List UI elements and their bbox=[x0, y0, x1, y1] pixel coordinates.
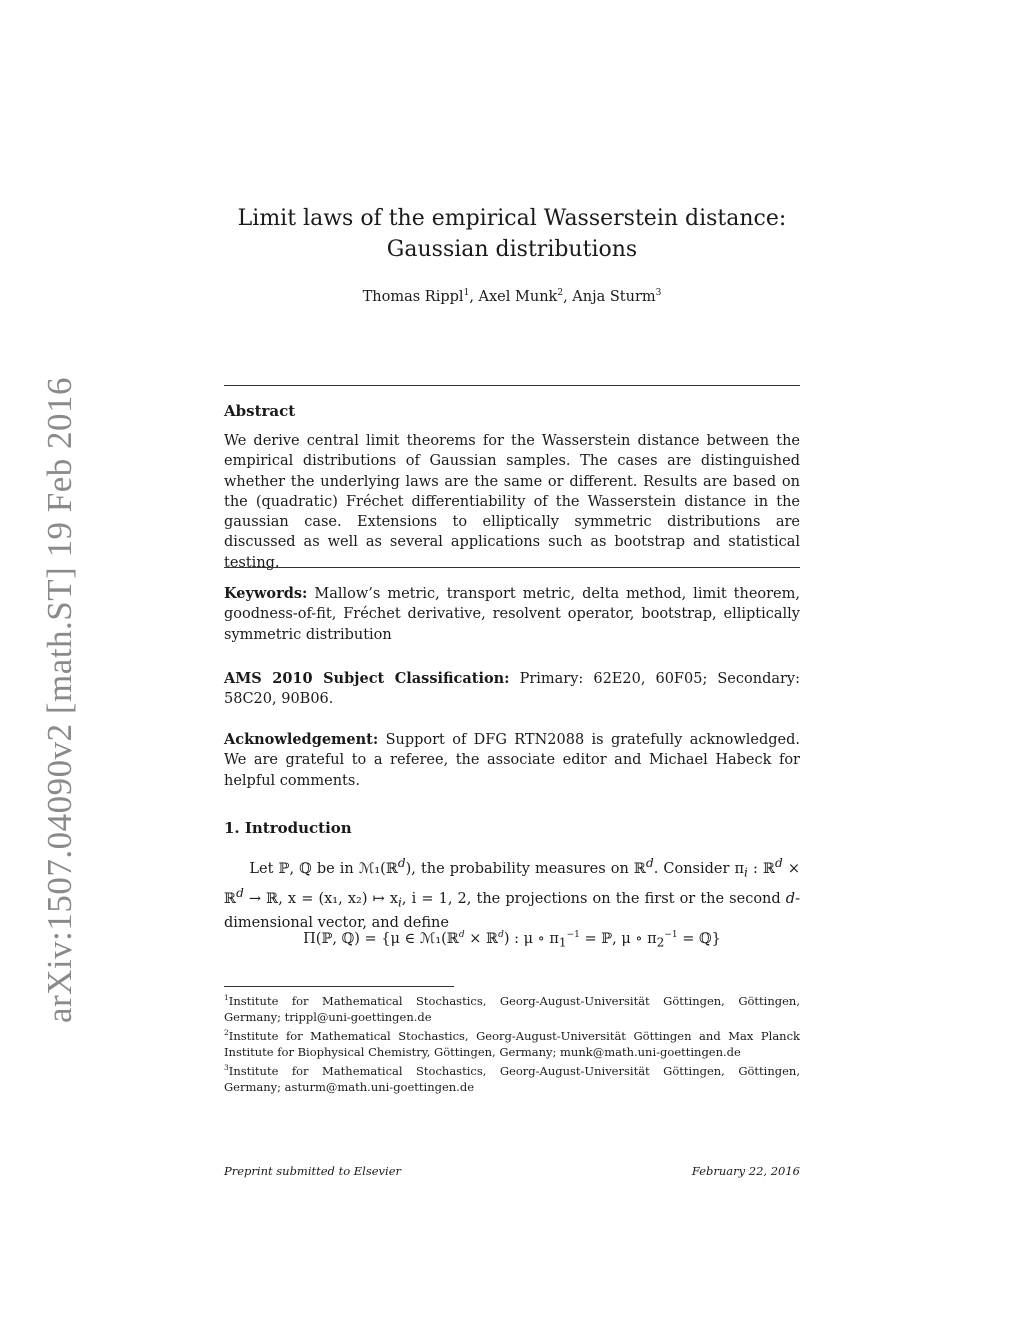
footnote-mark: 1 bbox=[224, 993, 229, 1002]
keywords-label: Keywords: bbox=[224, 585, 308, 602]
footer-preprint-note: Preprint submitted to Elsevier bbox=[224, 1164, 402, 1178]
equation-part: × ℝ bbox=[464, 930, 499, 947]
author-name: Thomas Rippl bbox=[362, 288, 464, 305]
intro-superscript: d bbox=[397, 856, 406, 870]
intro-text: -dimensional vector, and define bbox=[224, 890, 800, 932]
abstract-bottom-rule bbox=[224, 567, 800, 568]
equation-superscript: −1 bbox=[664, 930, 678, 940]
intro-text: ), the probability measures on ℝ bbox=[405, 860, 646, 877]
acknowledgement-text: Support of DFG RTN2088 is gratefully acknowledged. We are grateful to a referee, the associate editor and Michael Habeck for helpful comments. bbox=[224, 732, 800, 789]
footnote bbox=[224, 990, 800, 1025]
section-heading-introduction: 1. Introduction bbox=[224, 819, 352, 837]
footnote-mark: 3 bbox=[224, 1063, 229, 1073]
acknowledgement-label: Acknowledgement: bbox=[224, 731, 379, 748]
intro-text: : ℝ bbox=[747, 860, 776, 877]
intro-text: Let ℙ, ℚ be in ℳ₁(ℝ bbox=[249, 860, 398, 877]
title-line-2: Gaussian distributions bbox=[386, 237, 638, 262]
equation-part: = ℚ} bbox=[677, 930, 721, 947]
author-list bbox=[224, 288, 800, 305]
author-affiliation-mark: 1 bbox=[463, 288, 470, 298]
intro-text: , i = 1, 2, the projections on the first or the second bbox=[401, 890, 786, 907]
footnote-text: Institute for Mathematical Stochastics, Georg-August-Universität Göttingen and Max Planck Institute for Biophysical Chemistry, Göttingen, Germany; munk@math.uni-goettingen.de bbox=[224, 1029, 800, 1059]
equation-superscript: d bbox=[498, 930, 504, 940]
author-name: Anja Sturm bbox=[572, 288, 656, 305]
arxiv-sidebar-stamp: arXiv:1507.04090v2 [math.ST] 19 Feb 2016 bbox=[40, 376, 79, 1024]
footer-date: February 22, 2016 bbox=[691, 1164, 800, 1178]
intro-text: × ℝ bbox=[224, 860, 800, 907]
author-separator: , bbox=[563, 288, 573, 305]
equation-subscript: 1 bbox=[558, 935, 567, 950]
equation-part: = ℙ, μ ∘ π bbox=[579, 930, 657, 947]
equation-subscript: 2 bbox=[656, 935, 665, 950]
ams-text: Primary: 62E20, 60F05; Secondary: 58C20, 90B06. bbox=[224, 671, 801, 708]
abstract-heading: Abstract bbox=[224, 402, 296, 420]
coupling-set-equation bbox=[224, 930, 800, 950]
abstract-top-rule bbox=[224, 385, 800, 386]
author-name: Axel Munk bbox=[478, 288, 558, 305]
author-affiliation-mark: 2 bbox=[557, 288, 564, 298]
intro-superscript: d bbox=[775, 856, 783, 870]
ams-classification-block bbox=[224, 669, 800, 710]
acknowledgement-block bbox=[224, 730, 800, 791]
intro-text: . Consider π bbox=[653, 860, 745, 877]
footnote bbox=[224, 1060, 800, 1095]
keywords-block bbox=[224, 584, 800, 645]
equation-superscript: −1 bbox=[566, 930, 580, 940]
footnote-rule bbox=[224, 986, 454, 987]
footnote-text: Institute for Mathematical Stochastics, Georg-August-Universität Göttingen, Göttingen, Germany; trippl@uni-goettingen.de bbox=[224, 993, 800, 1024]
footnotes bbox=[224, 990, 800, 1096]
keywords-text: Mallow’s metric, transport metric, delta method, limit theorem, goodness-of-fit, Fréchet derivative, resolvent operator, bootstrap, elliptically symmetric distribution bbox=[224, 586, 800, 643]
ams-label: AMS 2010 Subject Classification: bbox=[224, 670, 510, 687]
intro-text: → ℝ, x = (x₁, x₂) ↦ x bbox=[243, 890, 399, 907]
footnote-mark: 2 bbox=[224, 1028, 229, 1038]
author-separator: , bbox=[469, 288, 479, 305]
abstract-text: We derive central limit theorems for the Wasserstein distance between the empirical distributions of Gaussian samples. The cases are distinguished whether the underlying laws are the same or different. Results are based on the (quadratic) Fréchet differentiability of the Wasserstein distance in the gaussian case. Extensions to elliptically symmetric distributions are discussed as well as several applications such as bootstrap and statistical testing. bbox=[224, 433, 800, 571]
introduction-paragraph bbox=[224, 853, 800, 933]
paper-title bbox=[224, 203, 800, 265]
intro-subscript: i bbox=[744, 865, 748, 880]
intro-subscript: i bbox=[398, 895, 402, 910]
equation-part: Π(ℙ, ℚ) = {μ ∈ ℳ₁(ℝ bbox=[303, 930, 459, 947]
equation-part: ) : μ ∘ π bbox=[503, 930, 559, 947]
author-affiliation-mark: 3 bbox=[655, 288, 662, 298]
intro-superscript: d bbox=[236, 886, 244, 901]
title-line-1: Limit laws of the empirical Wasserstein distance: bbox=[237, 206, 787, 231]
intro-variable: d bbox=[785, 890, 796, 907]
footnote bbox=[224, 1025, 800, 1060]
page-footer bbox=[224, 1164, 800, 1178]
footnote-text: Institute for Mathematical Stochastics, Georg-August-Universität Göttingen, Göttingen, Germany; asturm@math.uni-goettingen.de bbox=[224, 1064, 800, 1094]
equation-superscript: d bbox=[458, 930, 465, 940]
intro-superscript: d bbox=[645, 856, 654, 870]
